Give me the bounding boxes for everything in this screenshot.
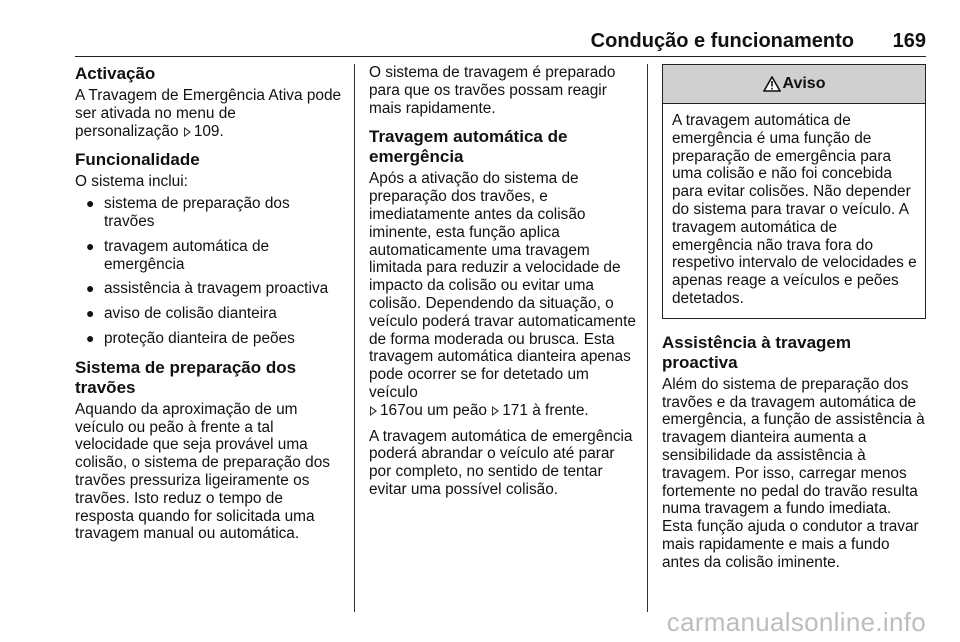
auto-emergency-heading: Travagem automática de emergência <box>369 127 568 167</box>
bullet-icon: ● <box>86 329 95 346</box>
bullet-icon: ● <box>86 305 95 322</box>
auto-emergency-text: Após a ativação do sistema de preparação dos travões, e imediatamente antes da colisão iminente, esta função aplica automaticamente uma travagem limitada para reduzir a velocidade de impacto da colisão ou evitar uma colisão. Dependendo da situação, o veículo poderá travar automaticamente de forma moderada ou brusca. Esta travagem automática dianteira apenas pode ocorrer se for detetado um veículo <box>369 170 636 401</box>
column-left <box>75 64 343 551</box>
list-item <box>75 195 343 231</box>
bullet-icon: ● <box>86 280 95 297</box>
functionality-intro: O sistema inclui: <box>75 173 188 191</box>
brake-prep-heading: Sistema de preparação dos travões <box>75 357 297 397</box>
page-number: 169 <box>892 30 926 52</box>
warning-triangle-icon <box>763 76 781 92</box>
bullet-icon: ● <box>86 237 95 254</box>
auto-emergency-paragraph-2: A travagem automática de emergência poderá abrandar o veículo até parar por completo, no sentido de tentar evitar uma possível colisão. <box>369 427 633 498</box>
warning-box <box>662 64 926 319</box>
pedestrian-page-ref[interactable]: 171 à frente. <box>502 401 589 419</box>
page-reference-arrow-icon <box>184 127 191 137</box>
chapter-title: Condução e funcionamento <box>590 30 854 52</box>
vehicle-page-ref[interactable]: 167ou um peão <box>380 401 487 419</box>
column-divider <box>647 64 648 612</box>
proactive-assist-heading: Assistência à travagem proactiva <box>662 332 851 372</box>
warning-text: A travagem automática de emergência é uma função de preparação de emergência para uma colisão e não foi concebida para evitar colisões. Não depender do sistema para travar o veículo. A travagem automática de emergência não trava fora do respetivo intervalo de velocidades e apenas reage a veículos e peões detetados. <box>672 112 917 307</box>
activation-paragraph <box>75 87 343 140</box>
column-right <box>662 64 926 580</box>
auto-emergency-paragraph <box>369 170 637 419</box>
warning-header <box>663 65 925 104</box>
activation-page-ref[interactable]: 109. <box>193 122 224 140</box>
list-item-text: assistência à travagem proactiva <box>104 280 329 298</box>
brake-prep-paragraph: Aquando da aproximação de um veículo ou peão à frente a tal velocidade que seja provável uma colisão, o sistema de preparação dos travões pressuriza ligeiramente os travões. Isto reduz o tempo de resposta quando for solicitada uma travagem manual ou automática. <box>75 400 330 543</box>
activation-heading: Activação <box>75 64 156 83</box>
page-header <box>75 30 926 57</box>
functionality-heading: Funcionalidade <box>75 150 200 170</box>
brake-system-intro: O sistema de travagem é preparado para que os travões possam reagir mais rapidamente. <box>369 64 616 117</box>
list-item <box>75 280 343 298</box>
feature-list <box>75 195 343 348</box>
bullet-icon: ● <box>86 195 95 212</box>
warning-title: Aviso <box>782 75 826 93</box>
column-divider <box>354 64 355 612</box>
list-item <box>75 305 343 323</box>
proactive-assist-paragraph: Além do sistema de preparação dos travões e da travagem automática de emergência, a função de assistência à travagem dianteira aumenta a sensibilidade da assistência à travagem. Por isso, carregar menos fortemente no pedal do travão resulta numa travagem a fundo imediata. Esta função ajuda o condutor a travar mais rapidamente e mais a fundo antes da colisão iminente. <box>662 375 925 571</box>
list-item-text: proteção dianteira de peões <box>104 329 295 347</box>
column-middle <box>369 64 637 507</box>
site-watermark: carmanualsonline.info <box>666 607 926 637</box>
page-reference-arrow-icon <box>492 406 499 416</box>
list-item-text: sistema de preparação dos travões <box>104 195 290 230</box>
list-item <box>75 330 343 348</box>
list-item <box>75 238 343 274</box>
list-item-text: aviso de colisão dianteira <box>104 305 277 323</box>
page-reference-arrow-icon <box>370 406 377 416</box>
activation-text: A Travagem de Emergência Ativa pode ser ativada no menu de personalização <box>75 87 342 140</box>
list-item-text: travagem automática de emergência <box>104 237 270 273</box>
